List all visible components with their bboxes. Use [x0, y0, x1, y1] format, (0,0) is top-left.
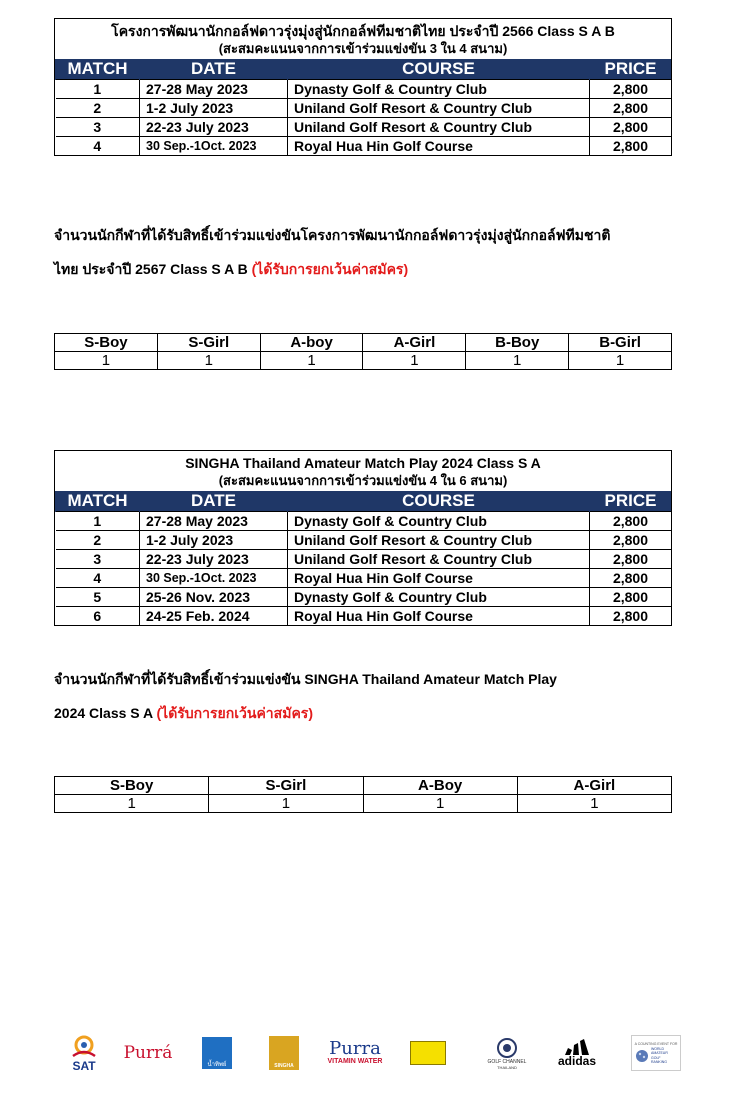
globe-icon — [635, 1049, 649, 1063]
table-row — [56, 607, 672, 626]
quota-header: A-Girl — [517, 777, 671, 795]
match-course: Royal Hua Hin Golf Course — [288, 137, 590, 156]
golf-channel-sub-text: THAILAND — [497, 1064, 517, 1070]
match-number: 1 — [56, 80, 140, 99]
quota-value-row — [55, 352, 672, 370]
purra-vw-logo-text: Purra — [329, 1038, 381, 1059]
match-date: 27-28 May 2023 — [140, 512, 288, 531]
quota-value: 1 — [55, 795, 209, 813]
yellow-sponsor-badge — [410, 1041, 446, 1065]
header-row — [56, 491, 672, 512]
sat-logo — [58, 1025, 110, 1081]
match-number: 3 — [56, 550, 140, 569]
match-number: 5 — [56, 588, 140, 607]
match-course: Dynasty Golf & Country Club — [288, 80, 590, 99]
namthip-logo — [200, 1025, 234, 1081]
paragraph-line: จำนวนนักกีฬาที่ได้รับสิทธิ์เข้าร่วมแข่งขัน SINGHA Thailand Amateur Match Play — [54, 671, 557, 687]
fee-waiver-note: (ได้รับการยกเว้นค่าสมัคร) — [156, 705, 313, 721]
schedule-grid — [55, 491, 671, 625]
match-date: 1-2 July 2023 — [140, 531, 288, 550]
schedule-subtitle: (สะสมคะแนนจากการเข้าร่วมแข่งขัน 4 ใน 6 สนาม) — [218, 473, 508, 488]
match-number: 1 — [56, 512, 140, 531]
match-course: Dynasty Golf & Country Club — [288, 588, 590, 607]
quota-header: B-Boy — [466, 334, 569, 352]
schedule-subtitle: (สะสมคะแนนจากการเข้าร่วมแข่งขัน 3 ใน 4 สนาม) — [218, 41, 508, 56]
golf-channel-logo — [482, 1025, 532, 1081]
match-price: 2,800 — [590, 607, 672, 626]
quota-header: S-Girl — [157, 334, 260, 352]
match-date: 24-25 Feb. 2024 — [140, 607, 288, 626]
quota-value: 1 — [209, 795, 363, 813]
quota-header: A-boy — [260, 334, 363, 352]
schedule-title: โครงการพัฒนานักกอล์ฟดาวรุ่งมุ่งสู่นักกอล์ฟทีมชาติไทย ประจำปี 2566 Class S A B — [111, 23, 615, 39]
col-header-match: MATCH — [56, 59, 140, 80]
schedule-grid — [55, 59, 671, 155]
wagr-logo-text: WORLD AMATEUR GOLF RANKING — [651, 1046, 668, 1064]
table-row — [56, 512, 672, 531]
match-number: 4 — [56, 569, 140, 588]
adidas-logo — [552, 1025, 602, 1081]
namthip-logo-text: น้ำทิพย์ — [207, 1062, 227, 1068]
quota-header: A-Boy — [363, 777, 517, 795]
table-row — [56, 569, 672, 588]
match-course: Royal Hua Hin Golf Course — [288, 607, 590, 626]
adidas-stripes-icon — [563, 1039, 591, 1055]
purra-vitamin-water-logo — [324, 1025, 386, 1081]
quota-header-row — [55, 334, 672, 352]
paragraph-line-text: 2024 Class S A — [54, 705, 153, 721]
col-header-date: DATE — [140, 491, 288, 512]
purra-logo-text: Purrá — [123, 1043, 173, 1063]
col-header-price: PRICE — [590, 491, 672, 512]
match-number: 2 — [56, 531, 140, 550]
singha-badge — [269, 1036, 299, 1070]
match-course: Royal Hua Hin Golf Course — [288, 569, 590, 588]
table-row — [56, 550, 672, 569]
eligibility-paragraph-singha — [54, 662, 684, 730]
match-price: 2,800 — [590, 80, 672, 99]
sponsor-logo-bar — [40, 1025, 700, 1081]
quota-value: 1 — [55, 352, 158, 370]
quota-value: 1 — [466, 352, 569, 370]
match-price: 2,800 — [590, 588, 672, 607]
match-number: 6 — [56, 607, 140, 626]
match-date: 30 Sep.-1Oct. 2023 — [140, 137, 288, 156]
quota-header: S-Boy — [55, 334, 158, 352]
golf-channel-logo-text: GOLF CHANNEL — [487, 1058, 527, 1065]
namthip-badge — [202, 1037, 232, 1069]
col-header-date: DATE — [140, 59, 288, 80]
wagr-badge — [631, 1035, 681, 1071]
match-course: Uniland Golf Resort & Country Club — [288, 550, 590, 569]
quota-header: B-Girl — [569, 334, 672, 352]
match-date: 25-26 Nov. 2023 — [140, 588, 288, 607]
schedule-table-2566 — [54, 18, 672, 156]
match-date: 22-23 July 2023 — [140, 550, 288, 569]
eligibility-paragraph-2567 — [54, 218, 684, 286]
table-row — [56, 99, 672, 118]
match-date: 22-23 July 2023 — [140, 118, 288, 137]
quota-header-row — [55, 777, 672, 795]
table-row — [56, 137, 672, 156]
table-row — [56, 80, 672, 99]
match-course: Uniland Golf Resort & Country Club — [288, 99, 590, 118]
paragraph-line — [54, 252, 684, 286]
quota-table-singha — [54, 776, 672, 813]
table-row — [56, 588, 672, 607]
match-course: Dynasty Golf & Country Club — [288, 512, 590, 531]
quota-header: S-Boy — [55, 777, 209, 795]
match-number: 3 — [56, 118, 140, 137]
match-price: 2,800 — [590, 569, 672, 588]
adidas-logo-text: adidas — [557, 1053, 596, 1068]
quota-value: 1 — [260, 352, 363, 370]
table-row — [56, 531, 672, 550]
singha-logo — [266, 1025, 302, 1081]
col-header-course: COURSE — [288, 59, 590, 80]
schedule-table-singha — [54, 450, 672, 626]
quota-header: S-Girl — [209, 777, 363, 795]
quota-table-2567 — [54, 333, 672, 370]
col-header-price: PRICE — [590, 59, 672, 80]
sat-logo-text: SAT — [72, 1059, 96, 1073]
quota-value: 1 — [363, 795, 517, 813]
sat-emblem-icon — [69, 1034, 99, 1060]
quota-header: A-Girl — [363, 334, 466, 352]
wagr-top-text: A COUNTING EVENT FOR — [634, 1041, 678, 1046]
schedule-title: SINGHA Thailand Amateur Match Play 2024 Class S A — [185, 455, 541, 471]
match-price: 2,800 — [590, 531, 672, 550]
col-header-course: COURSE — [288, 491, 590, 512]
purra-logo — [120, 1025, 176, 1081]
paragraph-line-text: ไทย ประจำปี 2567 Class S A B — [54, 261, 248, 277]
match-price: 2,800 — [590, 512, 672, 531]
match-price: 2,800 — [590, 137, 672, 156]
wagr-row — [635, 1047, 677, 1065]
match-price: 2,800 — [590, 550, 672, 569]
paragraph-line: จำนวนนักกีฬาที่ได้รับสิทธิ์เข้าร่วมแข่งขันโครงการพัฒนานักกอล์ฟดาวรุ่งมุ่งสู่นักกอล์ฟทีมชาติ — [54, 227, 611, 243]
quota-value: 1 — [157, 352, 260, 370]
singha-logo-text: SINGHA — [274, 1063, 294, 1069]
golf-channel-icon — [496, 1037, 518, 1059]
wagr-logo — [630, 1025, 682, 1081]
purra-vw-sub-text: VITAMIN WATER — [327, 1058, 383, 1065]
col-header-match: MATCH — [56, 491, 140, 512]
match-number: 4 — [56, 137, 140, 156]
table-row — [56, 118, 672, 137]
quota-value: 1 — [517, 795, 671, 813]
quota-value-row — [55, 795, 672, 813]
quota-value: 1 — [569, 352, 672, 370]
header-row — [56, 59, 672, 80]
match-number: 2 — [56, 99, 140, 118]
fee-waiver-note: (ได้รับการยกเว้นค่าสมัคร) — [251, 261, 409, 277]
quota-value: 1 — [363, 352, 466, 370]
match-date: 27-28 May 2023 — [140, 80, 288, 99]
match-price: 2,800 — [590, 118, 672, 137]
match-date: 1-2 July 2023 — [140, 99, 288, 118]
paragraph-line — [54, 696, 684, 730]
match-course: Uniland Golf Resort & Country Club — [288, 531, 590, 550]
match-date: 30 Sep.-1Oct. 2023 — [140, 569, 288, 588]
match-course: Uniland Golf Resort & Country Club — [288, 118, 590, 137]
match-price: 2,800 — [590, 99, 672, 118]
yellow-sponsor-logo — [408, 1025, 448, 1081]
